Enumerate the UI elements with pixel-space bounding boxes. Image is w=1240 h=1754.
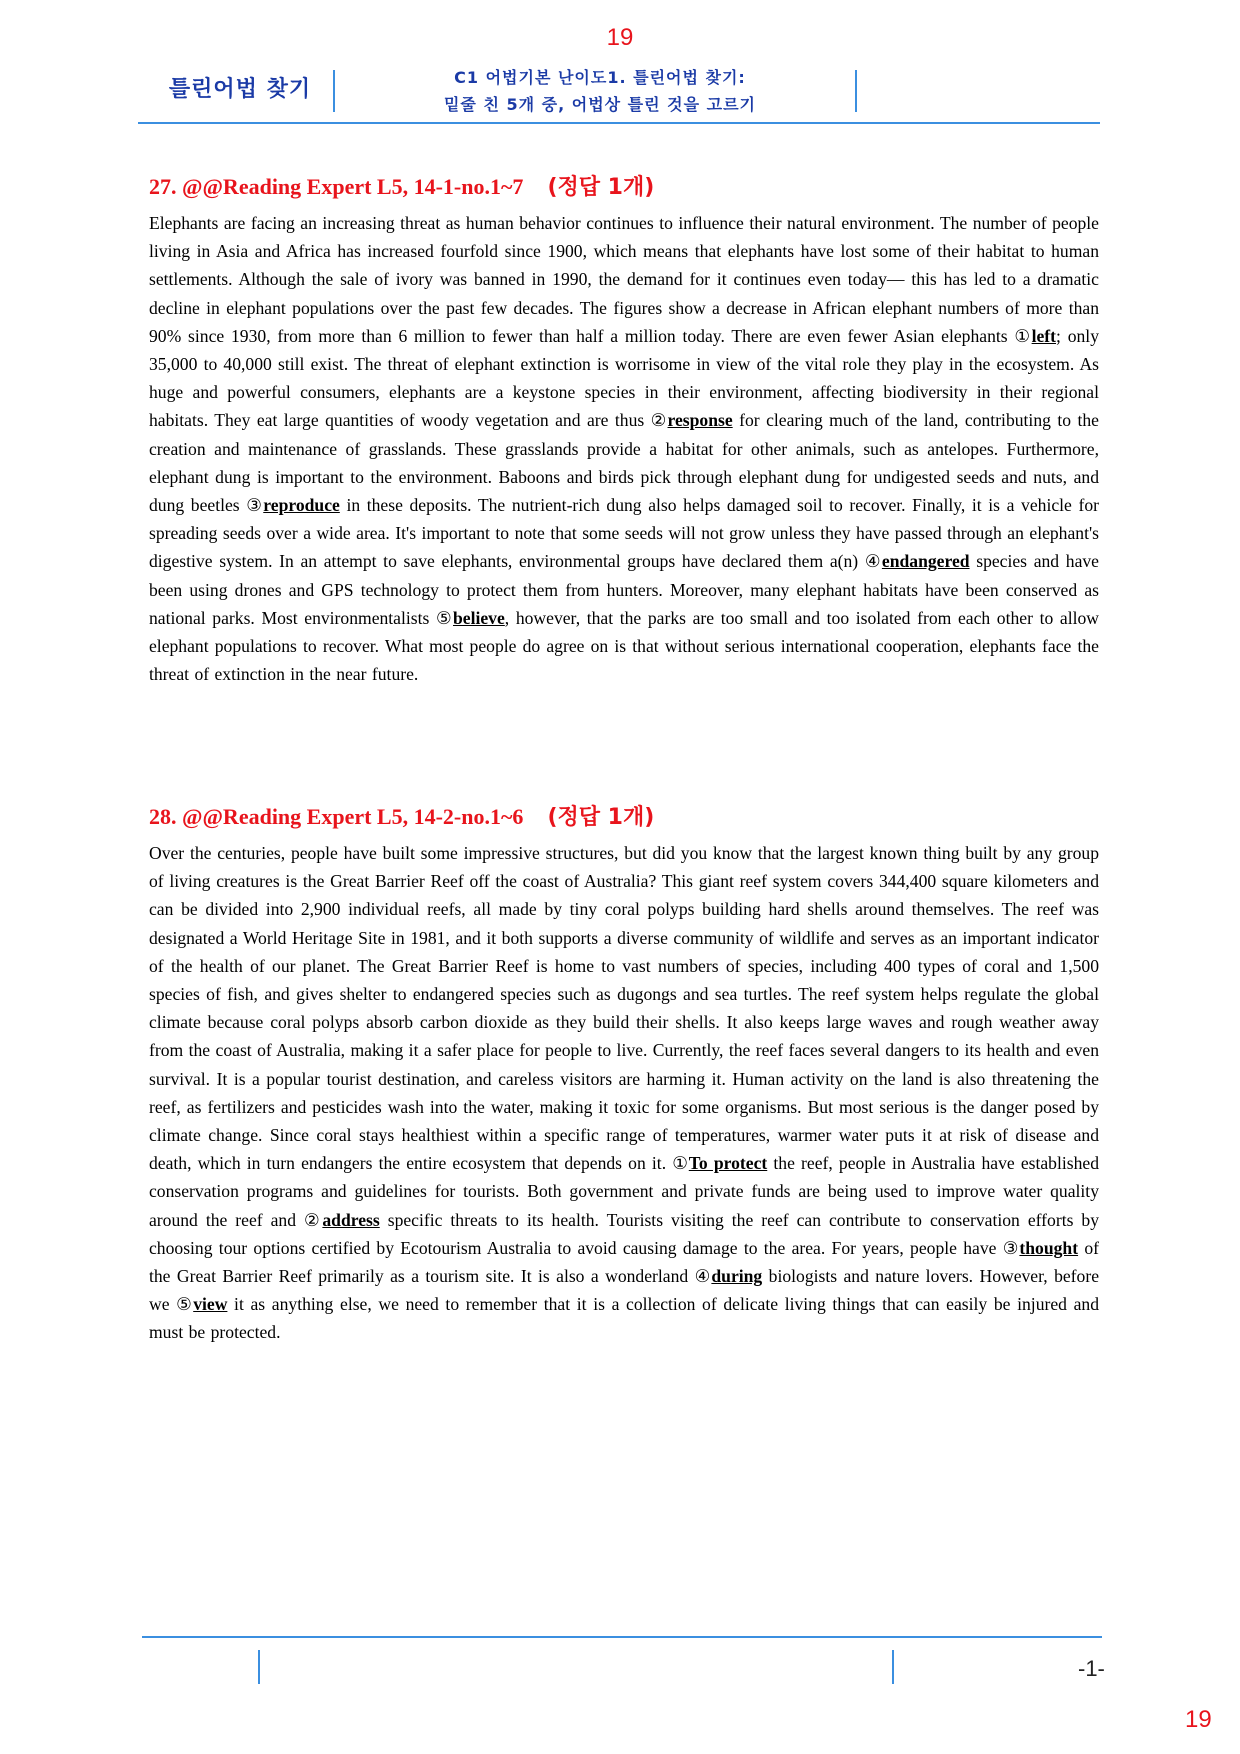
passage-text: of the Great Barrier Reef primarily as a tourism site. It is also a wonderland ④ xyxy=(149,1237,1099,1287)
footer-rule xyxy=(142,1636,1102,1638)
underlined-choice-4: during xyxy=(711,1266,763,1287)
footer-divider-left xyxy=(258,1650,260,1684)
header-subtitle xyxy=(340,64,860,118)
passage-text: in these deposits. The nutrient-rich dung also helps damaged soil to recover. Finally, it is a vehicle for spreading seeds over a wide area. It's important to note that some seeds will not grow unless they have passed through an elephant's digestive system. In an attempt to save elephants, environmental groups have declared them a(n) ④ xyxy=(149,495,1099,572)
footer-divider-right xyxy=(892,1650,894,1684)
passage-text: Over the centuries, people have built some impressive structures, but did you know that the largest known thing built by any group of living creatures is the Great Barrier Reef off the coast of Australia? This giant reef system covers 344,400 square kilometers and can be divided into 2,900 individual reefs, all made by tiny coral polyps building hard shells around themselves. The reef was designated a World Heritage Site in 1981, and it both supports a diverse community of wildlife and serves as an important indicator of the health of our planet. The Great Barrier Reef is home to vast numbers of species, including 400 types of coral and 1,500 species of fish, and gives shelter to endangered species such as dugongs and sea turtles. The reef system helps regulate the global climate because coral polyps absorb carbon dioxide as they build their shells. It also keeps large waves and rough weather away from the coast of Australia, making it a safer place for people to live. Currently, the reef faces several dangers to its health and even survival. It is a popular tourist destination, and careless visitors are harming it. Human activity on the land is also threatening the reef, as fertilizers and pesticides wash into the water, making it toxic for some organisms. But most serious is the danger posed by climate change. Since coral stays healthiest within a specific range of temperatures, warmer water puts it at risk of disease and death, which in turn endangers the entire ecosystem that depends on it. ① xyxy=(149,843,1099,1174)
underlined-choice-3: reproduce xyxy=(263,495,340,516)
underlined-choice-2: address xyxy=(322,1209,380,1230)
header-subtitle-line2: 밑줄 친 5개 중, 어법상 틀린 것을 고르기 xyxy=(443,95,757,114)
question-title xyxy=(149,170,1099,201)
section-title: 틀린어법 찾기 xyxy=(168,77,312,102)
question-title xyxy=(149,800,1099,831)
underlined-choice-3: thought xyxy=(1019,1237,1079,1258)
page-number-top: 19 xyxy=(606,24,634,51)
passage-text: , however, that the parks are too small and too isolated from each other to allow elephant populations to recover. What most people do agree on is that without serious international cooperation, elephants face the threat of extinction in the near future. xyxy=(149,607,1100,685)
question-title-text: 27. @@Reading Expert L5, 14-1-no.1~7 xyxy=(149,174,524,199)
passage-text: the reef, people in Australia have established conservation programs and guidelines for tourists. Both government and private funds are being used to improve water quality around the reef and ② xyxy=(149,1153,1099,1230)
underlined-choice-5: believe xyxy=(453,607,505,628)
header-divider-right xyxy=(855,70,857,112)
footer-page-label: -1- xyxy=(1078,1656,1105,1681)
answer-count-note: (정답 1개) xyxy=(547,805,655,830)
page-number-bottom: 19 xyxy=(1185,1706,1212,1733)
passage-text: ; only 35,000 to 40,000 still exist. The threat of elephant extinction is worrisome in view of the vital role they play in the ecosystem. As huge and powerful consumers, elephants are a keystone species in their environment, affecting biodiversity in their regional habitats. They eat large quantities of woody vegetation and are thus ② xyxy=(149,325,1099,431)
underlined-choice-4: endangered xyxy=(881,551,970,572)
passage-text: biologists and nature lovers. However, before we ⑤ xyxy=(149,1266,1100,1315)
passage-text: specific threats to its health. Tourists visiting the reef can contribute to conservation efforts by choosing tour options certified by Ecotourism Australia to avoid causing damage to the area. For years, people have ③ xyxy=(149,1209,1099,1258)
underlined-choice-1: left xyxy=(1031,325,1057,346)
passage xyxy=(149,839,1099,1347)
underlined-choice-2: response xyxy=(667,410,733,431)
passage-text: it as anything else, we need to remember that it is a collection of delicate living things that can easily be injured and must be protected. xyxy=(149,1294,1100,1343)
answer-count-note: (정답 1개) xyxy=(547,175,655,200)
question-28 xyxy=(149,800,1099,1347)
passage xyxy=(149,209,1099,688)
header-rule xyxy=(138,122,1100,124)
underlined-choice-5: view xyxy=(193,1294,228,1315)
passage-text: species and have been using drones and GPS technology to protect them from hunters. Moreover, many elephant habitats have been conserved as national parks. Most environmentalists ⑤ xyxy=(149,551,1099,628)
header-divider-left xyxy=(333,70,335,112)
question-27 xyxy=(149,170,1099,688)
question-title-text: 28. @@Reading Expert L5, 14-2-no.1~6 xyxy=(149,804,524,829)
underlined-choice-1: To protect xyxy=(688,1153,768,1174)
passage-text: Elephants are facing an increasing threat as human behavior continues to influence their natural environment. The number of people living in Asia and Africa has increased fourfold since 1900, which means that elephants have lost some of their habitat to human settlements. Although the sale of ivory was banned in 1990, the demand for it continues even today— this has led to a dramatic decline in elephant populations over the past few decades. The figures show a decrease in African elephant numbers of more than 90% since 1930, from more than 6 million to fewer than half a million today. There are even fewer Asian elephants ① xyxy=(149,213,1099,346)
passage-text: for clearing much of the land, contributing to the creation and maintenance of grasslands. These grasslands provide a habitat for other animals, such as antelopes. Furthermore, elephant dung is important to the environment. Baboons and birds pick through elephant dung for undigested seeds and nuts, and dung beetles ③ xyxy=(149,410,1099,516)
header-subtitle-line1: C1 어법기본 난이도1. 틀린어법 찾기: xyxy=(454,68,746,87)
